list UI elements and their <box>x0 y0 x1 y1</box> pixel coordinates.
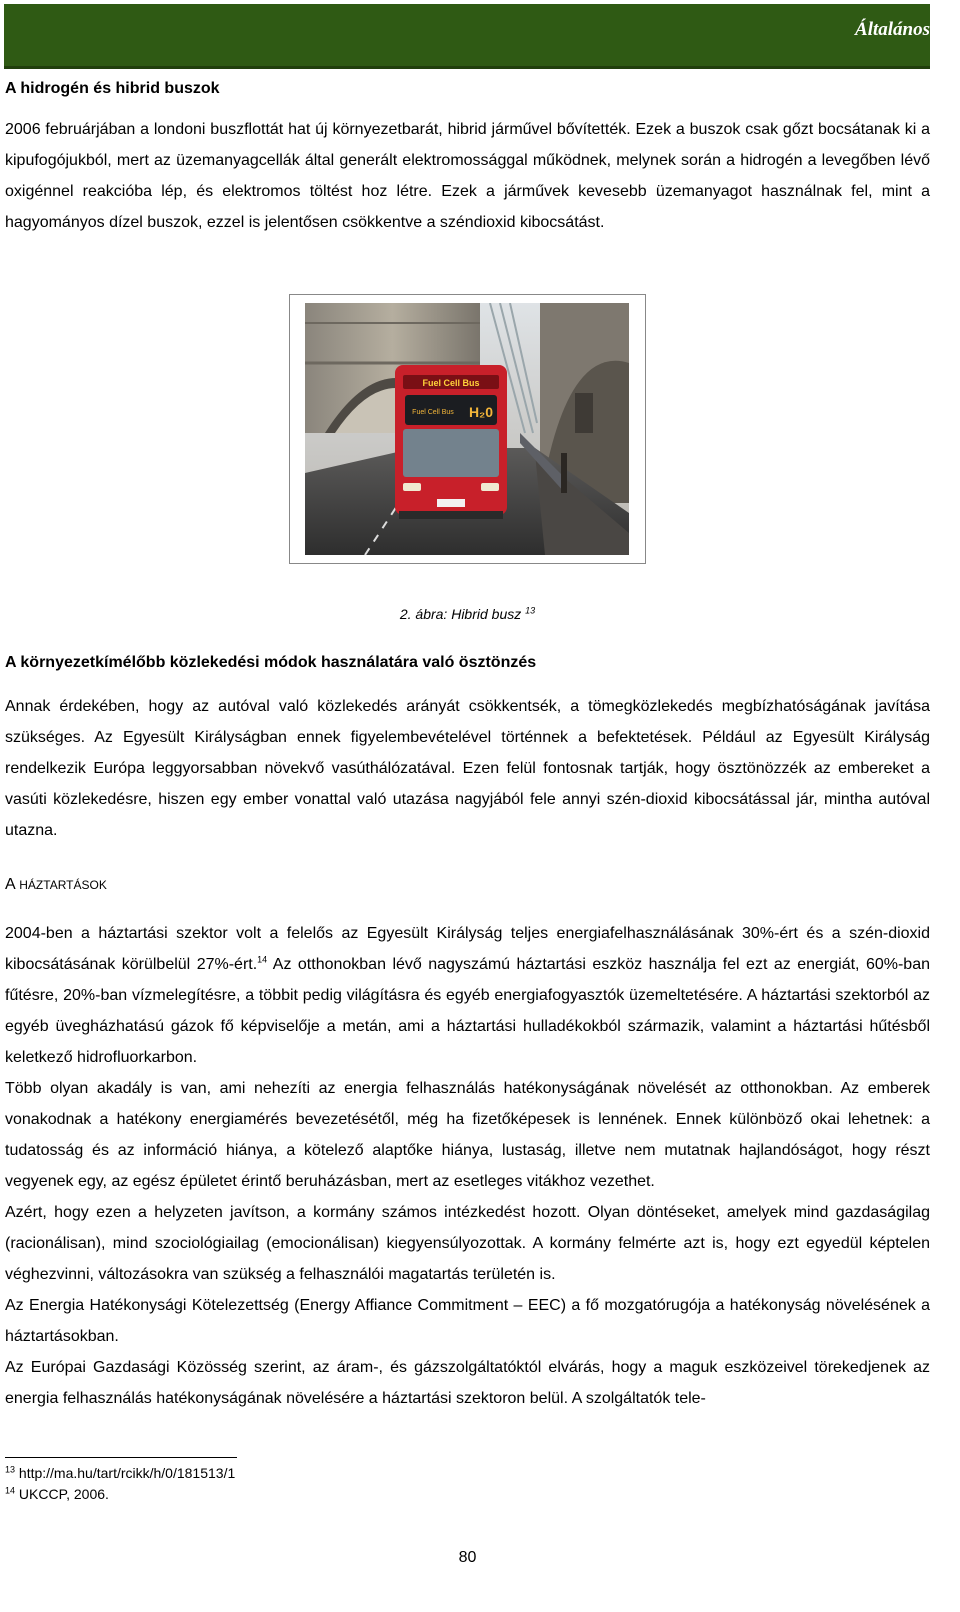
figure-frame <box>289 294 646 564</box>
paragraph: Az Európai Gazdasági Közösség szerint, az áram-, és gázszolgáltatóktól elvárás, hogy a maguk eszközeivel törekedjenek az energia felhasználás hatékonyságának növelésére a háztartási szektoron belül. A szolgáltatók tele- <box>5 1359 930 1407</box>
h2o-label: H₂0 <box>468 404 494 420</box>
paragraph-part: 2004-ben a háztartási szektor volt a felelős az Egyesült Királyság teljes energiafelhasználásának 30%-ért és a szén-dioxid kibocsátásának körülbelül 27%-ért. <box>5 925 930 973</box>
caption-footnote-ref[interactable]: 13 <box>525 605 536 616</box>
paragraph: Több olyan akadály is van, ami nehezíti az energia felhasználás hatékonyságának növelését az otthonokban. Az emberek vonakodnak a hatékony energiamérés bevezetésétől, még ha fizetőképesek is lennének. Ennek különböző okai lehetnek: a tudatosság és az információ hiánya, a kötelező alaptőke hiánya, lustaság, illetve nem mutatnak hajlandóságot, hogy részt vegyenek egy, az egész épületet érintő beruházásban, mert az esetleges vitákhoz vezethet. <box>5 1080 930 1190</box>
section-transport <box>5 654 930 672</box>
section-households <box>5 876 930 894</box>
paragraph: 2006 februárjában a londoni buszflottát hat új környezetbarát, hibrid járművel bővítették. Ezek a buszok csak gőzt bocsátanak ki a kipufogójukból, mert az üzemanyagcellák által generált elektromossággal működnek, melynek során a hidrogén a levegőben lévő oxigénnel reakcióba lép, és elektromos töltést hoz létre. Ezek a járművek kevesebb üzemanyagot használnak fel, mint a hagyományos dízel buszok, ezzel is jelentősen csökkentve a széndioxid kibocsátást. <box>5 121 930 231</box>
header-title: Általános <box>855 19 930 40</box>
bus-photo <box>305 303 629 555</box>
footnote-text: UKCCP, 2006. <box>18 1486 109 1502</box>
paragraph <box>5 918 930 1073</box>
footnote <box>5 1486 109 1502</box>
caption-text: 2. ábra: Hibrid busz <box>399 606 522 622</box>
section-heading: A hidrogén és hibrid buszok <box>5 80 220 97</box>
bus-sign-text: Fuel Cell Bus <box>422 378 480 388</box>
page-number: 80 <box>458 1549 477 1566</box>
section-heading <box>5 876 107 893</box>
heading-rest: HÁZTARTÁSOK <box>19 878 107 892</box>
paragraph: Azért, hogy ezen a helyzeten javítson, a kormány számos intézkedést hozott. Olyan döntéseket, amelyek mind gazdaságilag (racionálisan), mind szociológiailag (emocionálisan) kiegyensúlyozottak. A kormány felmérte azt is, hogy ezt egyedül képtelen véghezvinni, változásokra van szükség a felhasználói magatartás területén is. <box>5 1204 930 1283</box>
bus-destination-text: Fuel Cell Bus <box>412 409 454 416</box>
paragraph-part: Az otthonokban lévő nagyszámú háztartási eszköz használja fel ezt az energiát, 60%-ban fűtésre, 20%-ban vízmelegítésre, a többit pedig világításra és egyéb energiafogyasztók üzemeltetésére. A háztartási szektorból az egyéb üvegházhatású gázok fő képviselője a metán, ami a háztartási hulladékokból származik, valamint a háztartási hűtésből keletkező hidrofluorkarbon. <box>5 956 930 1066</box>
footnote <box>5 1465 235 1481</box>
paragraph: Annak érdekében, hogy az autóval való közlekedés arányát csökkentsék, a tömegközlekedés megbízhatóságának javítása szükséges. Az Egyesült Királyságban ennek figyelembevételével történnek a befektetések. Például az Egyesült Királyság rendelkezik Európa leggyorsabban növekvő vasúthálózatával. Ezen felül fontosnak tartják, hogy ösztönözzék az embereket a vasúti közlekedésre, hiszen egy ember vonattal való utazása nagyjából fele annyi szén-dioxid kibocsátással jár, mintha autóval utazna. <box>5 698 930 839</box>
footnote-ref[interactable]: 14 <box>257 954 268 965</box>
section-heading: A környezetkímélőbb közlekedési módok használatára való ösztönzés <box>5 654 537 671</box>
footnote-link[interactable]: http://ma.hu/tart/rcikk/h/0/181513/1 <box>18 1465 236 1481</box>
footnote-divider <box>5 1457 237 1458</box>
footnote-number: 14 <box>5 1485 16 1496</box>
header-bar <box>4 4 930 69</box>
paragraph: Az Energia Hatékonysági Kötelezettség (Energy Affiance Commitment – EEC) a fő mozgatórugója a hatékonyság növelésének a háztartásokban. <box>5 1297 930 1345</box>
section-hydrogen-buses <box>5 80 930 98</box>
figure-caption <box>0 606 935 622</box>
section-transport-body <box>5 691 930 846</box>
footnote-number: 13 <box>5 1464 16 1475</box>
heading-initial: A <box>5 876 15 893</box>
section-hydrogen-buses-body <box>5 114 930 238</box>
section-households-body <box>5 918 930 1414</box>
